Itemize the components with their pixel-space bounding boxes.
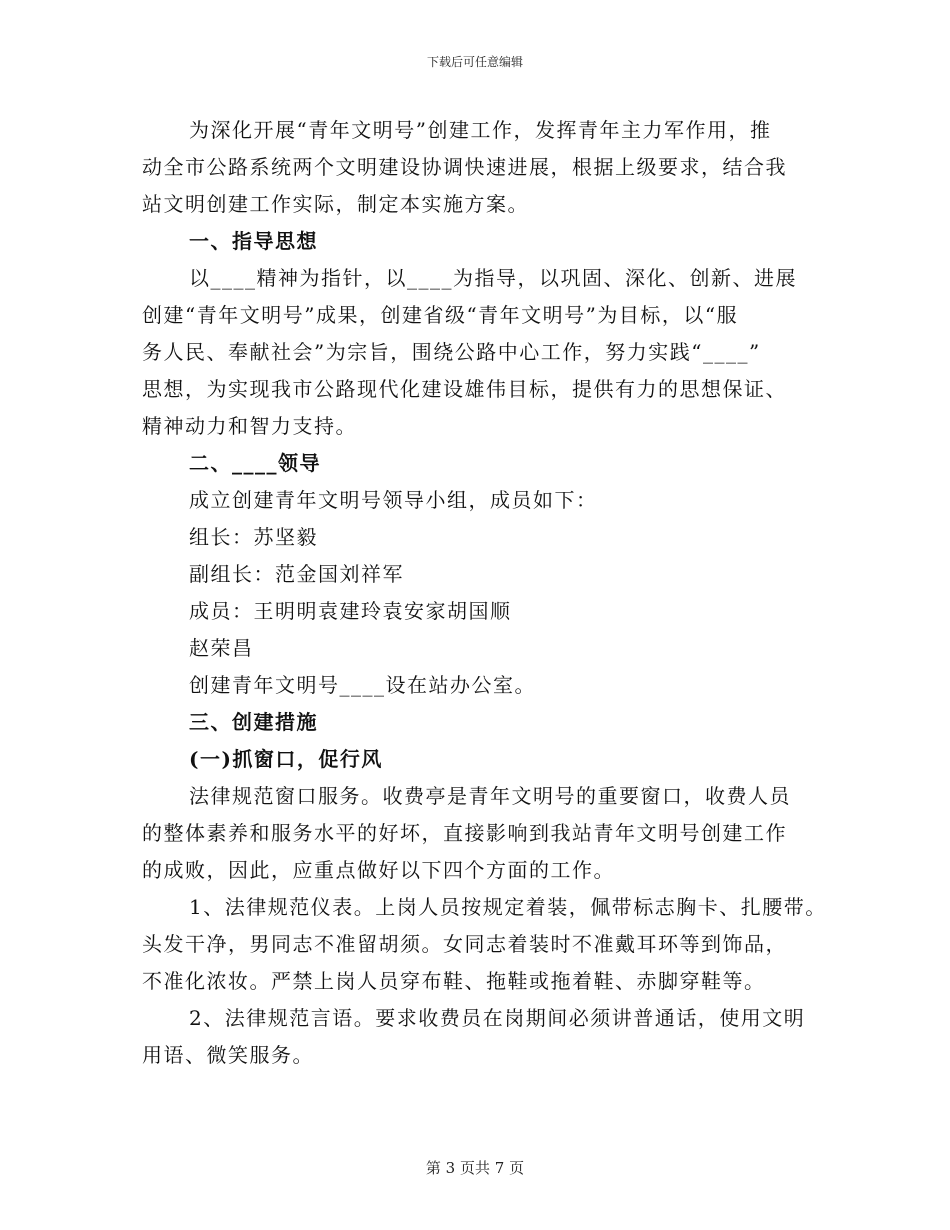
section-heading: 三、创建措施	[189, 710, 318, 734]
document-body	[142, 112, 827, 1074]
page-footer: 第 3 页共 7 页	[425, 1159, 525, 1177]
paragraph-line: 法律规范窗口服务。收费亭是青年文明号的重要窗口，收费人员	[189, 784, 791, 808]
paragraph-line: 以____精神为指针，以____为指导，以巩固、深化、创新、进展	[189, 266, 797, 290]
paragraph-line: 思想，为实现我市公路现代化建设雄伟目标，提供有力的思想保证、	[142, 377, 787, 401]
paragraph-line: 创建“青年文明号”成果，创建省级“青年文明号”为目标，以“服	[142, 303, 739, 327]
paragraph-line: 的整体素养和服务水平的好坏，直接影响到我站青年文明号创建工作	[142, 821, 787, 845]
paragraph-line: 务人民、奉献社会”为宗旨，围绕公路中心工作，努力实践“____”	[142, 340, 761, 364]
paragraph-line: 副组长：范金国刘祥军	[189, 562, 404, 586]
paragraph-line: 头发干净，男同志不准留胡须。女同志着装时不准戴耳环等到饰品，	[142, 932, 787, 956]
section-heading: 一、指导思想	[189, 229, 318, 253]
paragraph-line: 组长：苏坚毅	[189, 525, 318, 549]
section-heading: 二、____领导	[189, 451, 321, 475]
paragraph-line: 2、法律规范言语。要求收费员在岗期间必须讲普通话，使用文明	[189, 1006, 806, 1030]
paragraph-line: 动全市公路系统两个文明建设协调快速进展，根据上级要求，结合我	[142, 155, 787, 179]
paragraph-line: 赵荣昌	[189, 636, 254, 660]
paragraph-line: 成员：王明明袁建玲袁安家胡国顺	[189, 599, 512, 623]
paragraph-line: 不准化浓妆。严禁上岗人员穿布鞋、拖鞋或拖着鞋、赤脚穿鞋等。	[142, 969, 766, 993]
paragraph-line: 为深化开展“青年文明号”创建工作，发挥青年主力军作用，推	[189, 118, 772, 142]
paragraph-line: 用语、微笑服务。	[142, 1043, 314, 1067]
paragraph-line: 站文明创建工作实际，制定本实施方案。	[142, 192, 529, 216]
subsection-heading: (一)抓窗口，促行风	[189, 747, 383, 771]
paragraph-line: 1、法律规范仪表。上岗人员按规定着装，佩带标志胸卡、扎腰带。	[189, 895, 827, 919]
paragraph-line: 成立创建青年文明号领导小组，成员如下：	[189, 488, 598, 512]
paragraph-line: 的成败，因此，应重点做好以下四个方面的工作。	[142, 858, 615, 882]
paragraph-line: 精神动力和智力支持。	[142, 414, 357, 438]
paragraph-line: 创建青年文明号____设在站办公室。	[189, 673, 536, 697]
page-header: 下载后可任意编辑	[426, 55, 523, 69]
